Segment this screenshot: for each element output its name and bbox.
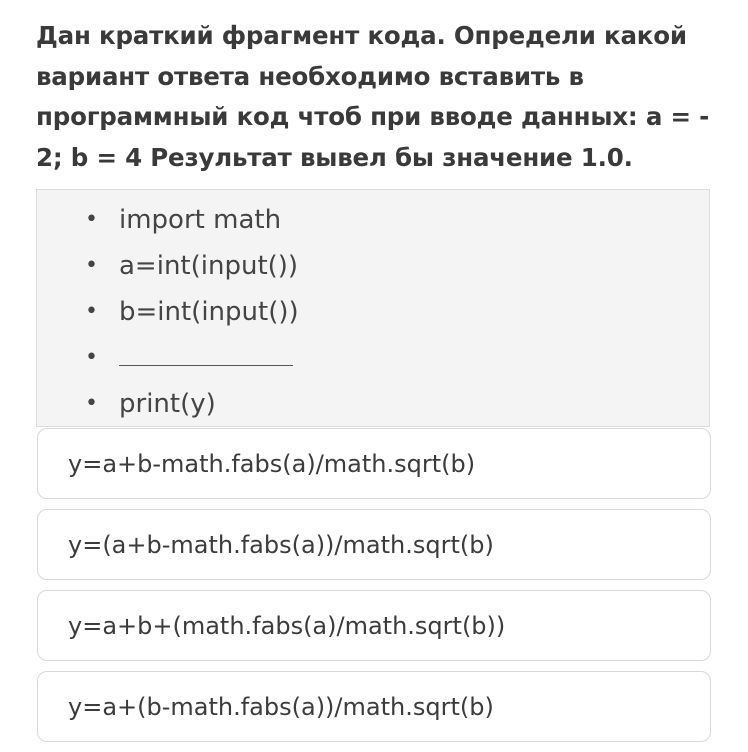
- answer-option-2[interactable]: [37, 509, 711, 580]
- bullet-icon: •: [85, 345, 98, 370]
- code-line-blank: [85, 335, 299, 381]
- answer-option-label: y=(a+b-math.fabs(a))/math.sqrt(b): [68, 531, 494, 559]
- answer-option-1[interactable]: [37, 428, 711, 499]
- answer-option-label: y=a+(b-math.fabs(a))/math.sqrt(b): [68, 693, 494, 721]
- blank-underline: [119, 342, 293, 366]
- code-snippet-box: [36, 189, 710, 427]
- code-line-text: import math: [119, 205, 282, 235]
- answer-option-label: y=a+b+(math.fabs(a)/math.sqrt(b)): [68, 612, 506, 640]
- bullet-icon: •: [85, 299, 98, 324]
- code-line-text: b=int(input()): [119, 297, 299, 327]
- bullet-icon: •: [85, 207, 98, 232]
- code-line-input-a: [85, 243, 299, 289]
- answer-option-4[interactable]: [37, 671, 711, 742]
- code-line-text: a=int(input()): [119, 251, 299, 281]
- answer-option-3[interactable]: [37, 590, 711, 661]
- bullet-icon: •: [85, 391, 98, 416]
- code-line-text: print(y): [119, 389, 216, 419]
- code-lines-list: [85, 197, 299, 427]
- answer-option-label: y=a+b-math.fabs(a)/math.sqrt(b): [68, 450, 476, 478]
- code-line-input-b: [85, 289, 299, 335]
- code-line-import: [85, 197, 299, 243]
- question-text: Дан краткий фрагмент кода. Определи какой вариант ответа необходимо вставить в программный код чтоб при вводе данных: a = - 2; b = 4 Результат вывел бы значение 1.0.: [36, 21, 710, 172]
- code-line-print: [85, 381, 299, 427]
- bullet-icon: •: [85, 253, 98, 278]
